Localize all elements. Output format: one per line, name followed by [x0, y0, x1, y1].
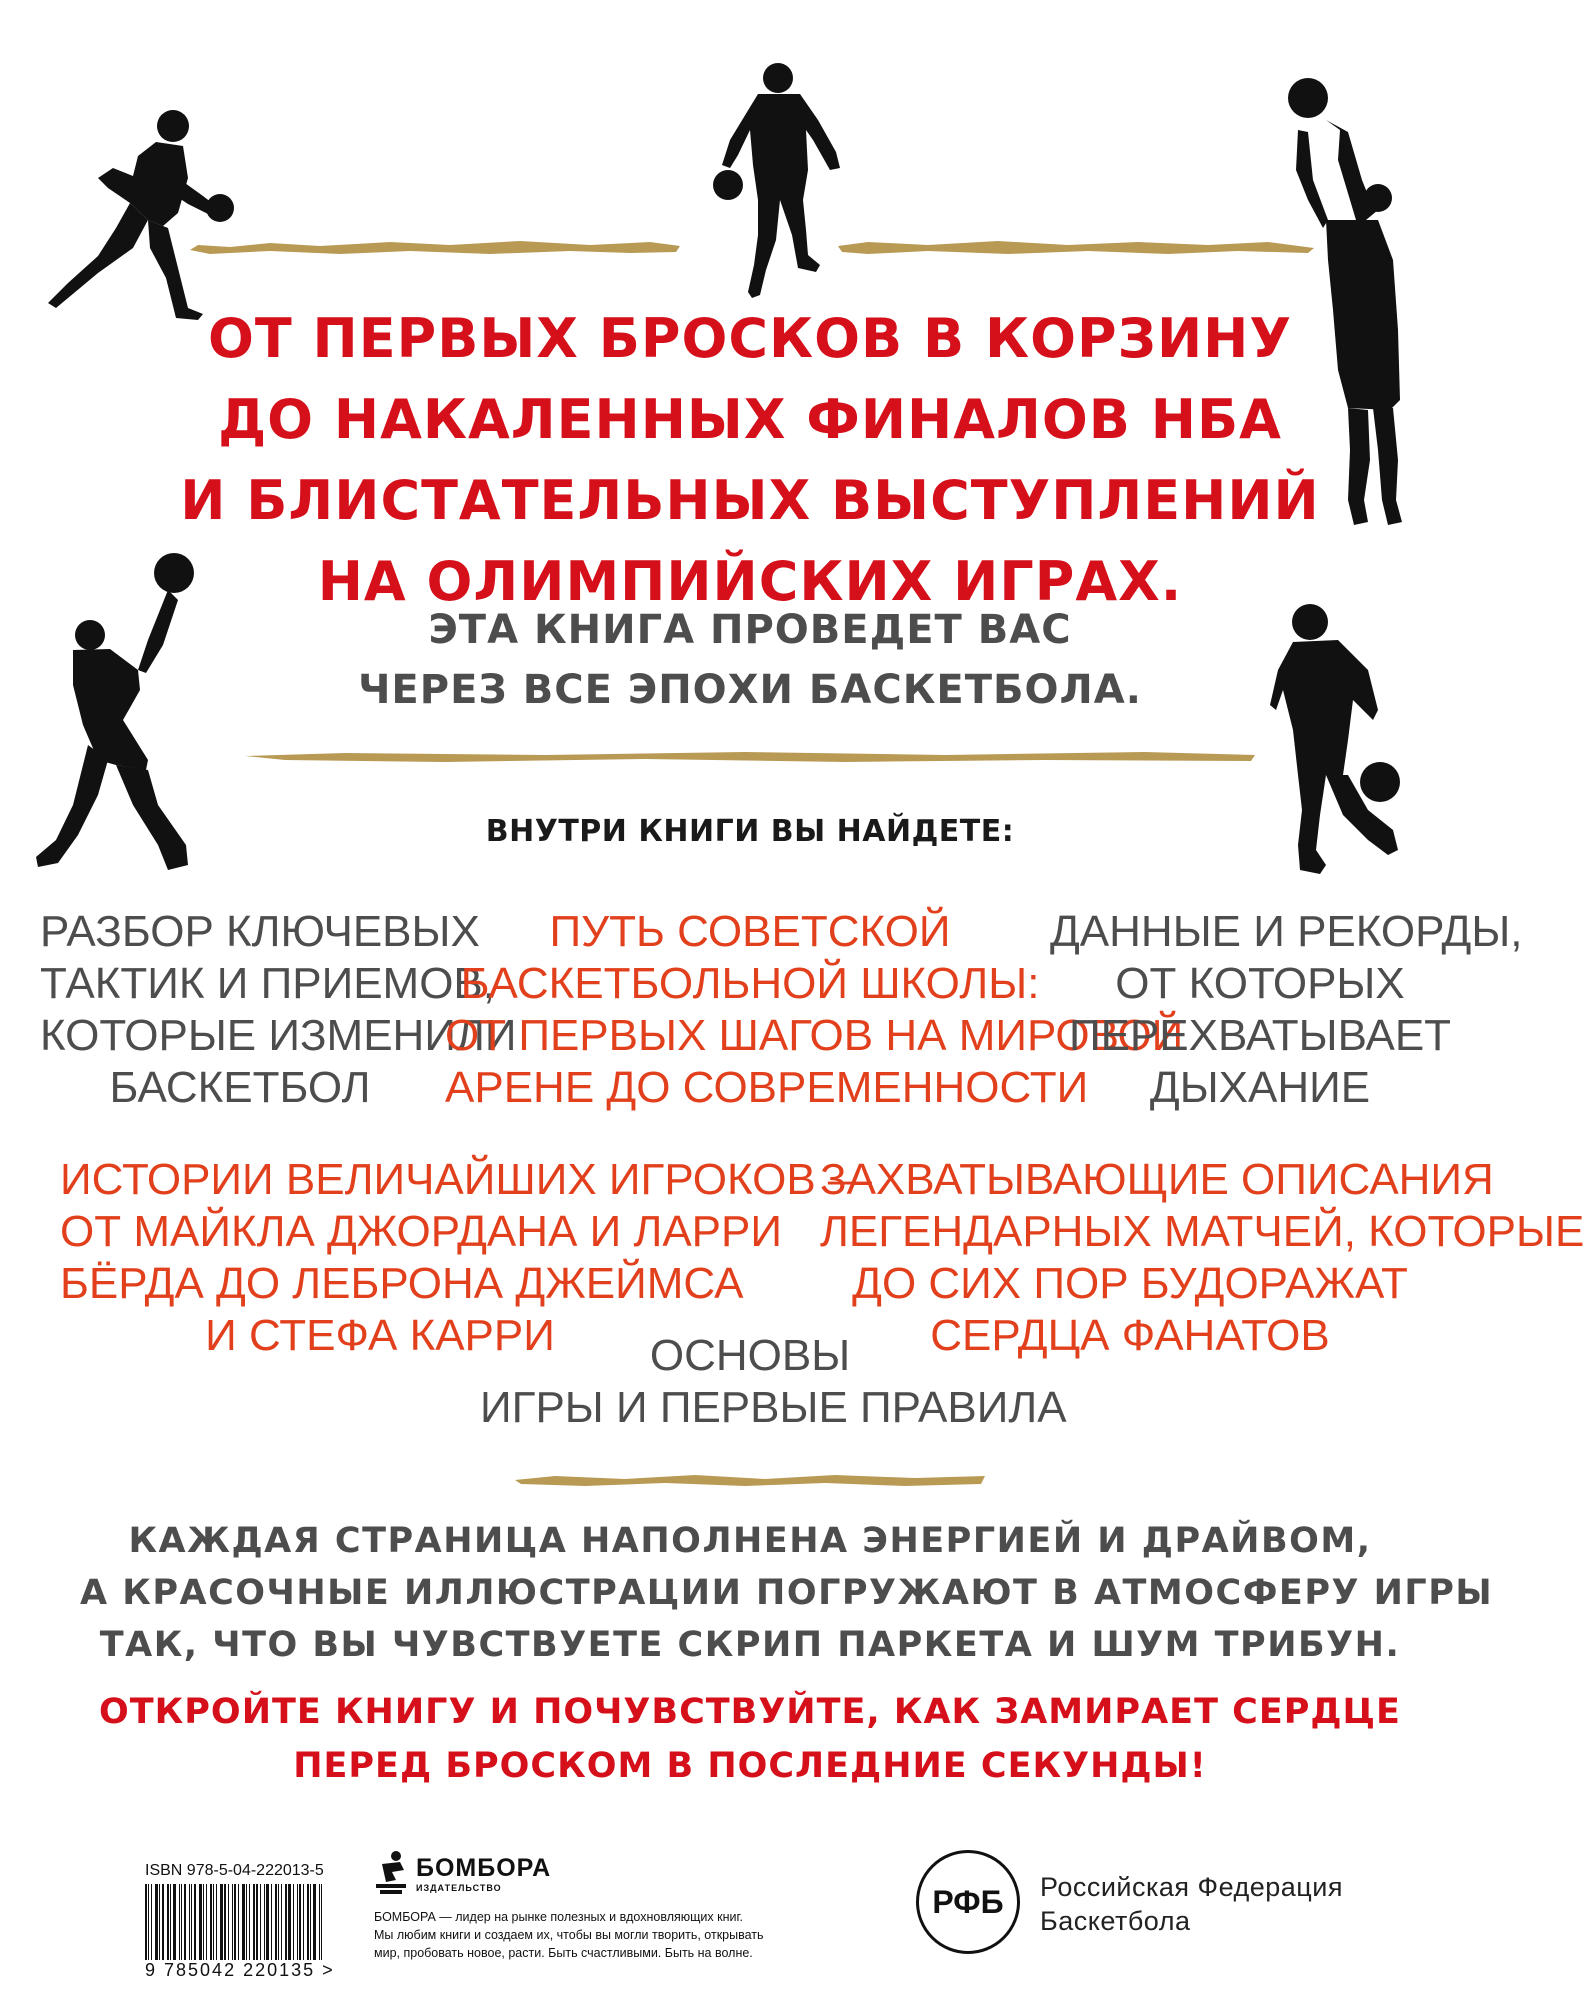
feature-soviet-line: БАСКЕТБОЛЬНОЙ ШКОЛЫ:	[460, 959, 1040, 1008]
feature-tactics-line: КОТОРЫЕ ИЗМЕНИЛИ	[40, 1011, 517, 1060]
barcode	[145, 1862, 335, 1981]
publisher-name: БОМБОРА	[416, 1853, 552, 1882]
feature-players-line: ОТ МАЙКЛА ДЖОРДАНА И ЛАРРИ	[60, 1207, 783, 1256]
barcode-bar	[167, 1884, 169, 1960]
barcode-bar	[313, 1884, 316, 1960]
barcode-bar	[321, 1884, 322, 1960]
barcode-bar	[155, 1884, 158, 1960]
feature-players-line: ИСТОРИИ ВЕЛИЧАЙШИХ ИГРОКОВ —	[60, 1155, 872, 1204]
gold-divider-top-left	[190, 236, 680, 258]
feature-basics-line: ИГРЫ И ПЕРВЫЕ ПРАВИЛА	[480, 1383, 1067, 1432]
gold-divider-middle	[245, 748, 1255, 766]
call-to-action	[80, 1685, 1420, 1793]
gold-divider-top-right	[838, 236, 1314, 258]
headline	[150, 298, 1350, 622]
barcode-bar	[145, 1884, 147, 1960]
feature-tactics	[40, 906, 517, 1114]
federation-name-line-2: Баскетбола	[1040, 1906, 1191, 1936]
federation-name-line-1: Российская Федерация	[1040, 1872, 1343, 1902]
barcode-bar	[299, 1884, 301, 1960]
barcode-bar	[162, 1884, 164, 1960]
barcode-digits: 9 785042 220135 >	[145, 1960, 335, 1980]
subhead-line-2: ЧЕРЕЗ ВСЕ ЭПОХИ БАСКЕТБОЛА.	[358, 667, 1142, 713]
barcode-bar	[213, 1884, 214, 1960]
barcode-bar	[184, 1884, 186, 1960]
feature-basics-line: ОСНОВЫ	[649, 1331, 851, 1380]
subhead-line-1: ЭТА КНИГА ПРОВЕДЕТ ВАС	[428, 607, 1072, 653]
barcode-bar	[256, 1884, 258, 1960]
barcode-bar	[234, 1884, 236, 1960]
barcode-bar	[310, 1884, 311, 1960]
player-dribbling-left-icon	[38, 108, 228, 320]
barcode-bar	[191, 1884, 192, 1960]
headline-line-3: И БЛИСТАТЕЛЬНЫХ ВЫСТУПЛЕНИЙ	[180, 469, 1320, 532]
feature-matches-line: ДО СИХ ПОР БУДОРАЖАТ	[852, 1259, 1408, 1308]
feature-tactics-line: РАЗБОР КЛЮЧЕВЫХ	[40, 907, 480, 956]
barcode-bar	[307, 1884, 309, 1960]
publisher-desc-line: мир, пробовать новое, расти. Быть счастливыми. Быть на волне.	[374, 1946, 753, 1960]
barcode-bar	[203, 1884, 204, 1960]
barcode-bar	[264, 1884, 265, 1960]
feature-players-line: БЁРДА ДО ЛЕБРОНА ДЖЕЙМСА	[60, 1259, 744, 1308]
barcode-bar	[246, 1884, 247, 1960]
isbn-label: ISBN 978-5-04-222013-5	[145, 1862, 324, 1879]
barcode-bar	[242, 1884, 245, 1960]
barcode-bar	[181, 1884, 182, 1960]
barcode-bar	[220, 1884, 223, 1960]
feature-records-line: ДАННЫЕ И РЕКОРДЫ,	[1050, 907, 1523, 956]
barcode-bar	[216, 1884, 217, 1960]
inside-title: ВНУТРИ КНИГИ ВЫ НАЙДЕТЕ:	[485, 814, 1015, 849]
federation-name	[1040, 1870, 1343, 1938]
barcode-bar	[173, 1884, 176, 1960]
barcode-bar	[179, 1884, 180, 1960]
gold-divider-bottom	[515, 1470, 985, 1490]
cta-line-1: ОТКРОЙТЕ КНИГУ И ПОЧУВСТВУЙТЕ, КАК ЗАМИРАЕТ СЕРДЦЕ	[99, 1692, 1401, 1732]
feature-records	[1050, 906, 1523, 1114]
barcode-bar	[278, 1884, 279, 1960]
feature-basics	[480, 1330, 1067, 1434]
barcode-bar	[319, 1884, 320, 1960]
publisher-desc-line: Мы любим книги и создаем их, чтобы вы могли творить, открывать	[374, 1928, 764, 1942]
feature-records-line: ПЕРЕХВАТЫВАЕТ	[1068, 1011, 1452, 1060]
paragraph-line-1: КАЖДАЯ СТРАНИЦА НАПОЛНЕНА ЭНЕРГИЕЙ И ДРАЙВОМ,	[128, 1521, 1372, 1561]
barcode-bar	[159, 1884, 160, 1960]
barcode-bar	[253, 1884, 255, 1960]
headline-line-1: ОТ ПЕРВЫХ БРОСКОВ В КОРЗИНУ	[208, 307, 1292, 370]
barcode-bar	[151, 1884, 152, 1960]
barcode-bar	[170, 1884, 171, 1960]
barcode-bar	[271, 1884, 272, 1960]
paragraph-line-3: ТАК, ЧТО ВЫ ЧУВСТВУЕТЕ СКРИП ПАРКЕТА И ШУМ ТРИБУН.	[99, 1625, 1401, 1665]
publisher-desc-line: БОМБОРА — лидер на рынке полезных и вдохновляющих книг.	[374, 1910, 743, 1924]
barcode-bar	[210, 1884, 212, 1960]
barcode-bar	[148, 1884, 149, 1960]
feature-matches-line: ЗАХВАТЫВАЮЩИЕ ОПИСАНИЯ	[820, 1155, 1494, 1204]
publisher-block	[374, 1850, 844, 1962]
barcode-bar	[266, 1884, 269, 1960]
feature-matches-line: СЕРДЦА ФАНАТОВ	[930, 1311, 1330, 1360]
barcode-bar	[199, 1884, 202, 1960]
feature-tactics-line: ТАКТИК И ПРИЕМОВ,	[40, 959, 495, 1008]
barcode-bar	[224, 1884, 226, 1960]
feature-soviet-line: ПУТЬ СОВЕТСКОЙ	[549, 907, 951, 956]
bombora-logo-icon	[374, 1850, 408, 1896]
feature-soviet-line: ОТ ПЕРВЫХ ШАГОВ НА МИРОВОЙ	[445, 1011, 1184, 1060]
cta-line-2: ПЕРЕД БРОСКОМ В ПОСЛЕДНИЕ СЕКУНДЫ!	[293, 1746, 1207, 1786]
barcode-bar	[249, 1884, 250, 1960]
feature-records-line: ДЫХАНИЕ	[1149, 1063, 1371, 1112]
feature-soviet-line: АРЕНЕ ДО СОВРЕМЕННОСТИ	[445, 1063, 1089, 1112]
feature-tactics-line: БАСКЕТБОЛ	[109, 1063, 371, 1112]
barcode-bar	[206, 1884, 207, 1960]
barcode-bar	[275, 1884, 277, 1960]
publisher-subtitle: ИЗДАТЕЛЬСТВО	[416, 1882, 502, 1893]
barcode-bar	[260, 1884, 261, 1960]
feature-players-line: И СТЕФА КАРРИ	[205, 1311, 555, 1360]
barcode-bar	[238, 1884, 239, 1960]
feature-matches-line: ЛЕГЕНДАРНЫХ МАТЧЕЙ, КОТОРЫЕ	[820, 1207, 1584, 1256]
barcode-bar	[228, 1884, 229, 1960]
feature-records-line: ОТ КОТОРЫХ	[1115, 959, 1405, 1008]
barcode-bar	[189, 1884, 190, 1960]
description-paragraph	[80, 1515, 1494, 1671]
subhead	[300, 600, 1200, 720]
barcode-bar	[285, 1884, 287, 1960]
headline-line-2: ДО НАКАЛЕННЫХ ФИНАЛОВ НБА	[218, 388, 1282, 451]
publisher-description	[374, 1908, 844, 1962]
barcode-bar	[303, 1884, 304, 1960]
barcode-bar	[293, 1884, 294, 1960]
rfb-logo-icon: РФБ	[916, 1850, 1020, 1954]
barcode-bars	[145, 1884, 335, 1960]
barcode-bar	[281, 1884, 282, 1960]
player-driving-right-icon	[1268, 600, 1448, 880]
barcode-bar	[232, 1884, 233, 1960]
paragraph-line-2: А КРАСОЧНЫЕ ИЛЛЮСТРАЦИИ ПОГРУЖАЮТ В АТМОСФЕРУ ИГРЫ	[80, 1573, 1494, 1613]
barcode-bar	[194, 1884, 196, 1960]
barcode-bar	[288, 1884, 291, 1960]
barcode-bar	[297, 1884, 298, 1960]
player-dribbling-center-icon	[708, 60, 858, 300]
headline-line-4: НА ОЛИМПИЙСКИХ ИГРАХ.	[317, 550, 1183, 613]
feature-soviet-school	[445, 906, 1184, 1114]
